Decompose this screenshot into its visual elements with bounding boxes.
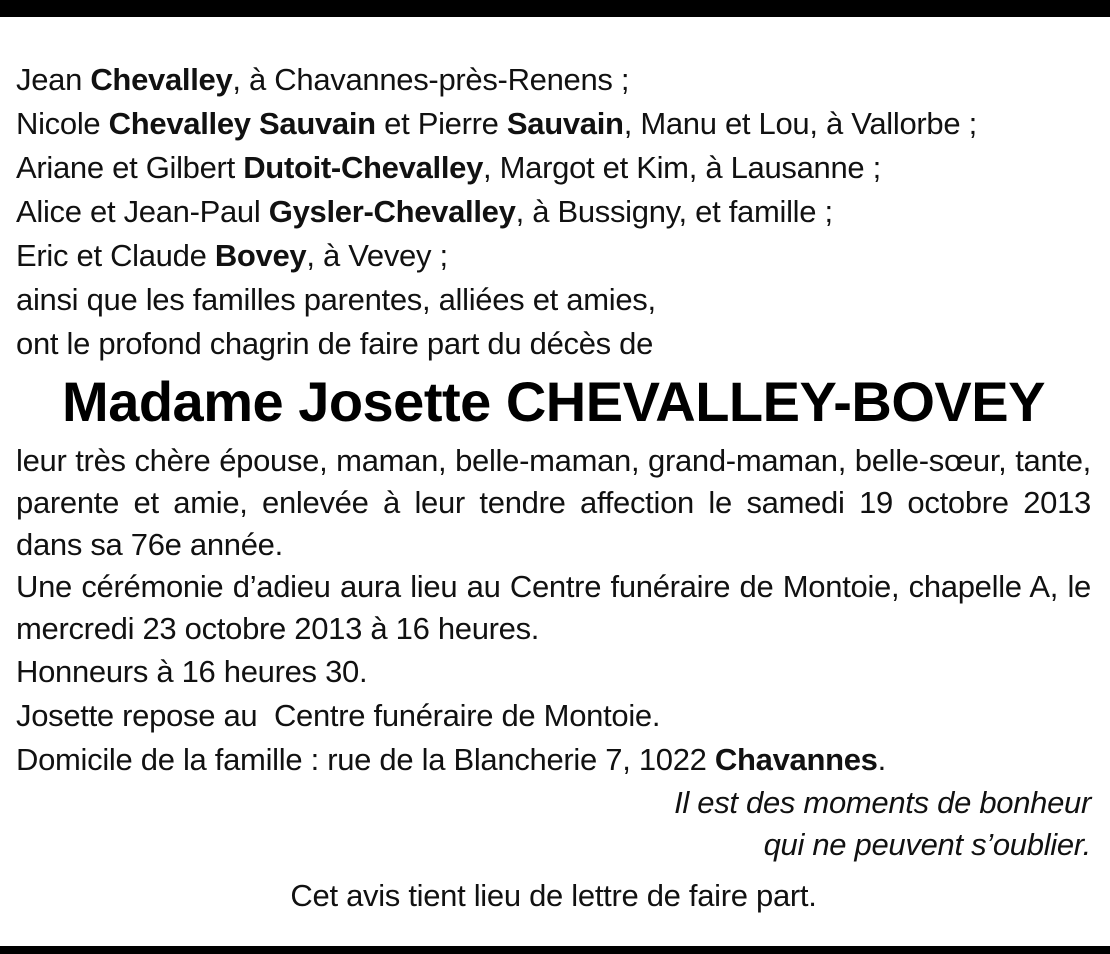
family-line-3 <box>16 146 1091 190</box>
family-name: Chevalley <box>90 62 233 97</box>
family-name: Dutoit-Chevalley <box>243 150 484 185</box>
repose-line: Josette repose au Centre funéraire de Montoie. <box>16 698 661 733</box>
top-border <box>0 0 1110 17</box>
family-name: Chevalley Sauvain <box>108 106 376 141</box>
family-line-text: , à Vevey ; <box>306 238 448 273</box>
domicile-town: Chavannes <box>714 742 878 777</box>
footer-note: Cet avis tient lieu de lettre de faire part. <box>290 878 817 913</box>
domicile-text: Domicile de la famille : rue de la Blancherie 7, 1022 <box>16 742 715 777</box>
family-name: Sauvain <box>506 106 624 141</box>
bottom-border <box>0 946 1110 954</box>
honneurs-line: Honneurs à 16 heures 30. <box>16 654 368 689</box>
family-line-text: Nicole <box>16 106 109 141</box>
obituary-notice <box>16 58 1091 918</box>
family-line-5 <box>16 234 1091 278</box>
domicile-line <box>16 738 1091 782</box>
family-line-text: Jean <box>16 62 91 97</box>
quote-line-1: Il est des moments de bonheur <box>674 785 1091 820</box>
ceremony-paragraph: Une cérémonie d’adieu aura lieu au Centre funéraire de Montoie, chapelle A, le mercredi 23 octobre 2013 à 16 heures. <box>16 569 1091 646</box>
family-line-text: , à Bussigny, et famille ; <box>515 194 833 229</box>
family-line-text: , à Chavannes-près-Renens ; <box>232 62 630 97</box>
domicile-text: . <box>877 742 886 777</box>
family-line-4 <box>16 190 1091 234</box>
quote-line-2: qui ne peuvent s’oublier. <box>763 827 1091 862</box>
announcement-line: ont le profond chagrin de faire part du décès de <box>16 326 654 361</box>
family-line-text: et Pierre <box>375 106 507 141</box>
family-line-text: Ariane et Gilbert <box>16 150 244 185</box>
relatives-line: ainsi que les familles parentes, alliées et amies, <box>16 282 656 317</box>
family-name: Bovey <box>214 238 307 273</box>
family-line-2 <box>16 102 1091 146</box>
family-line-1 <box>16 58 1091 102</box>
family-line-text: Alice et Jean-Paul <box>16 194 269 229</box>
family-line-text: Eric et Claude <box>16 238 215 273</box>
family-name: Gysler-Chevalley <box>268 194 516 229</box>
family-line-text: , Margot et Kim, à Lausanne ; <box>483 150 881 185</box>
family-line-text: , Manu et Lou, à Vallorbe ; <box>623 106 977 141</box>
deceased-name: Madame Josette CHEVALLEY-BOVEY <box>62 370 1045 433</box>
description-paragraph: leur très chère épouse, maman, belle-maman, grand-maman, belle-sœur, tante, parente et amie, enlevée à leur tendre affection le samedi 19 octobre 2013 dans sa 76e année. <box>16 443 1091 562</box>
